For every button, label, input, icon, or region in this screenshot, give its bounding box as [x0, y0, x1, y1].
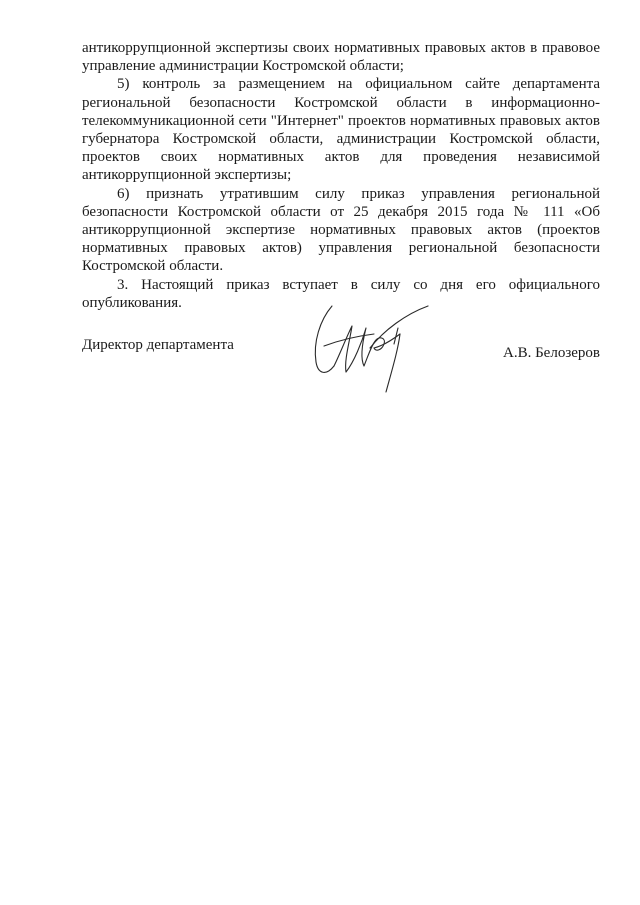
signatory-position: Директор департамента	[82, 337, 234, 353]
paragraph-continuation: антикоррупционной экспертизы своих нормативных правовых актов в правовое управление администрации Костромской области;	[82, 40, 600, 75]
signatory-name: А.В. Белозеров	[502, 345, 600, 361]
paragraph-item-6: 6) признать утратившим силу приказ управления региональной безопасности Костромской области от 25 декабря 2015 года № 111 «Об антикоррупционной экспертизе нормативных правовых актов (проектов нормативных правовых актов) управления региональной безопасности Костромской области.	[82, 185, 600, 275]
document-body	[82, 39, 600, 312]
handwritten-signature	[310, 300, 440, 395]
paragraph-clause-3: 3. Настоящий приказ вступает в силу со дня его официального опубликования.	[82, 276, 600, 311]
signature-block	[82, 336, 600, 396]
paragraph-item-5: 5) контроль за размещением на официальном сайте департамента региональной безопасности Костромской области в информационно-телекоммуникационной сети "Интернет" проектов нормативных правовых актов губернатора Костромской области, администрации Костромской области, проектов своих нормативных актов для проведения независимой антикоррупционной экспертизы;	[82, 76, 600, 184]
